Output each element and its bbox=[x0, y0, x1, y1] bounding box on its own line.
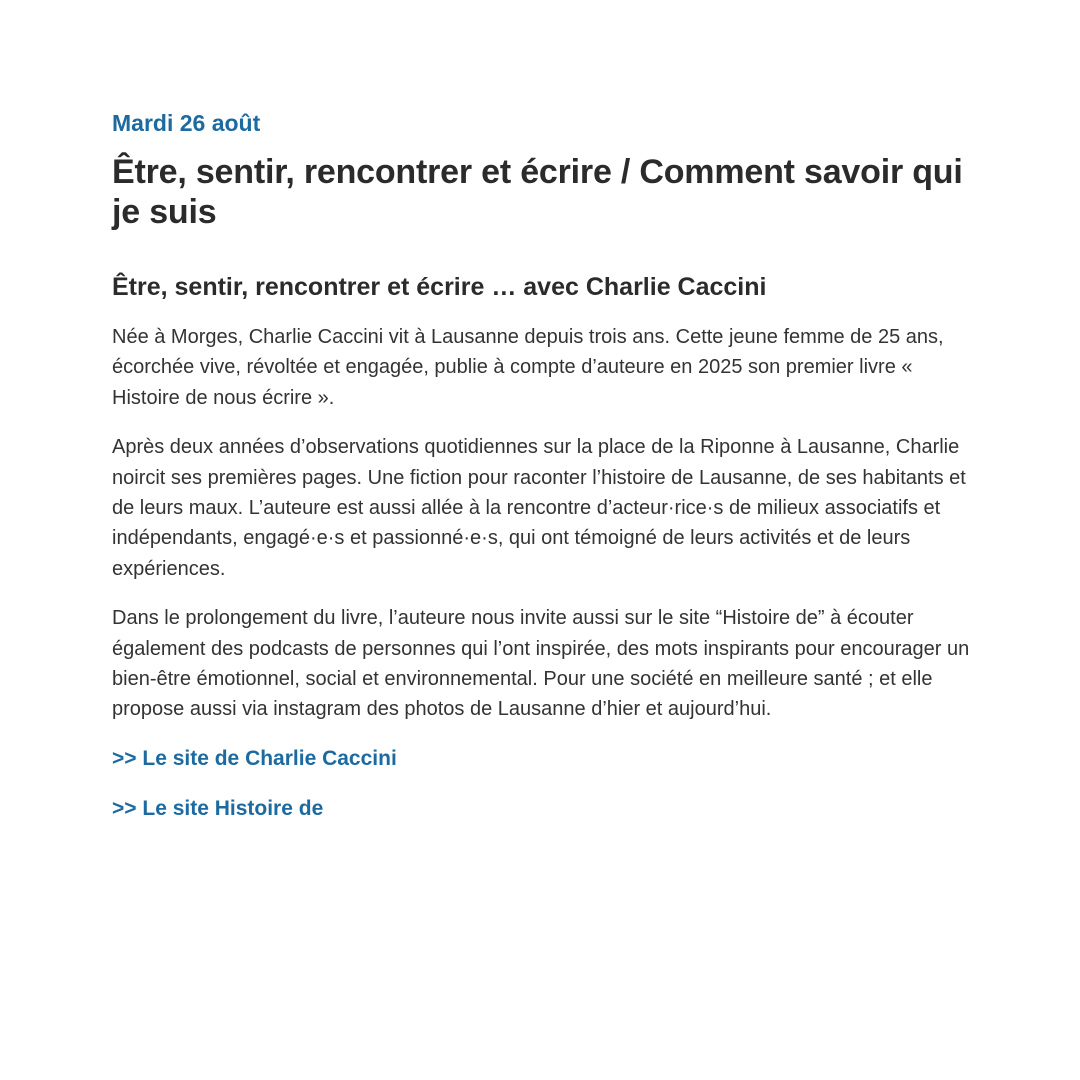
page-title: Être, sentir, rencontrer et écrire / Comment savoir qui je suis bbox=[112, 153, 963, 231]
paragraph-intro: Née à Morges, Charlie Caccini vit à Lausanne depuis trois ans. Cette jeune femme de 25 ans, écorchée vive, révoltée et engagée, publie à compte d’auteure en 2025 son premier livre « Histoire de nous écrire ». bbox=[112, 326, 944, 409]
paragraph-extension: Dans le prolongement du livre, l’auteure nous invite aussi sur le site “Histoire de” à écouter également des podcasts de personnes qui l’ont inspirée, des mots inspirants pour encourager un bien-être émotionnel, social et environnemental. Pour une société en meilleure santé ; et elle propose aussi via instagram des photos de Lausanne d’hier et aujourd’hui. bbox=[112, 607, 970, 721]
link-histoire-de-site[interactable]: >> Le site Histoire de bbox=[112, 796, 324, 820]
link-charlie-caccini-site[interactable]: >> Le site de Charlie Caccini bbox=[112, 746, 397, 770]
event-date: Mardi 26 août bbox=[112, 110, 261, 136]
section-subtitle: Être, sentir, rencontrer et écrire … avec Charlie Caccini bbox=[112, 273, 767, 301]
paragraph-observations: Après deux années d’observations quotidiennes sur la place de la Riponne à Lausanne, Charlie noircit ses premières pages. Une fiction pour raconter l’histoire de Lausanne, de ses habitants et de leurs maux. L’auteure est aussi allée à la rencontre d’acteur·rice·s de milieux associatifs et indépendants, engagé·e·s et passionné·e·s, qui ont témoigné de leurs activités et de leurs expériences. bbox=[112, 436, 966, 580]
